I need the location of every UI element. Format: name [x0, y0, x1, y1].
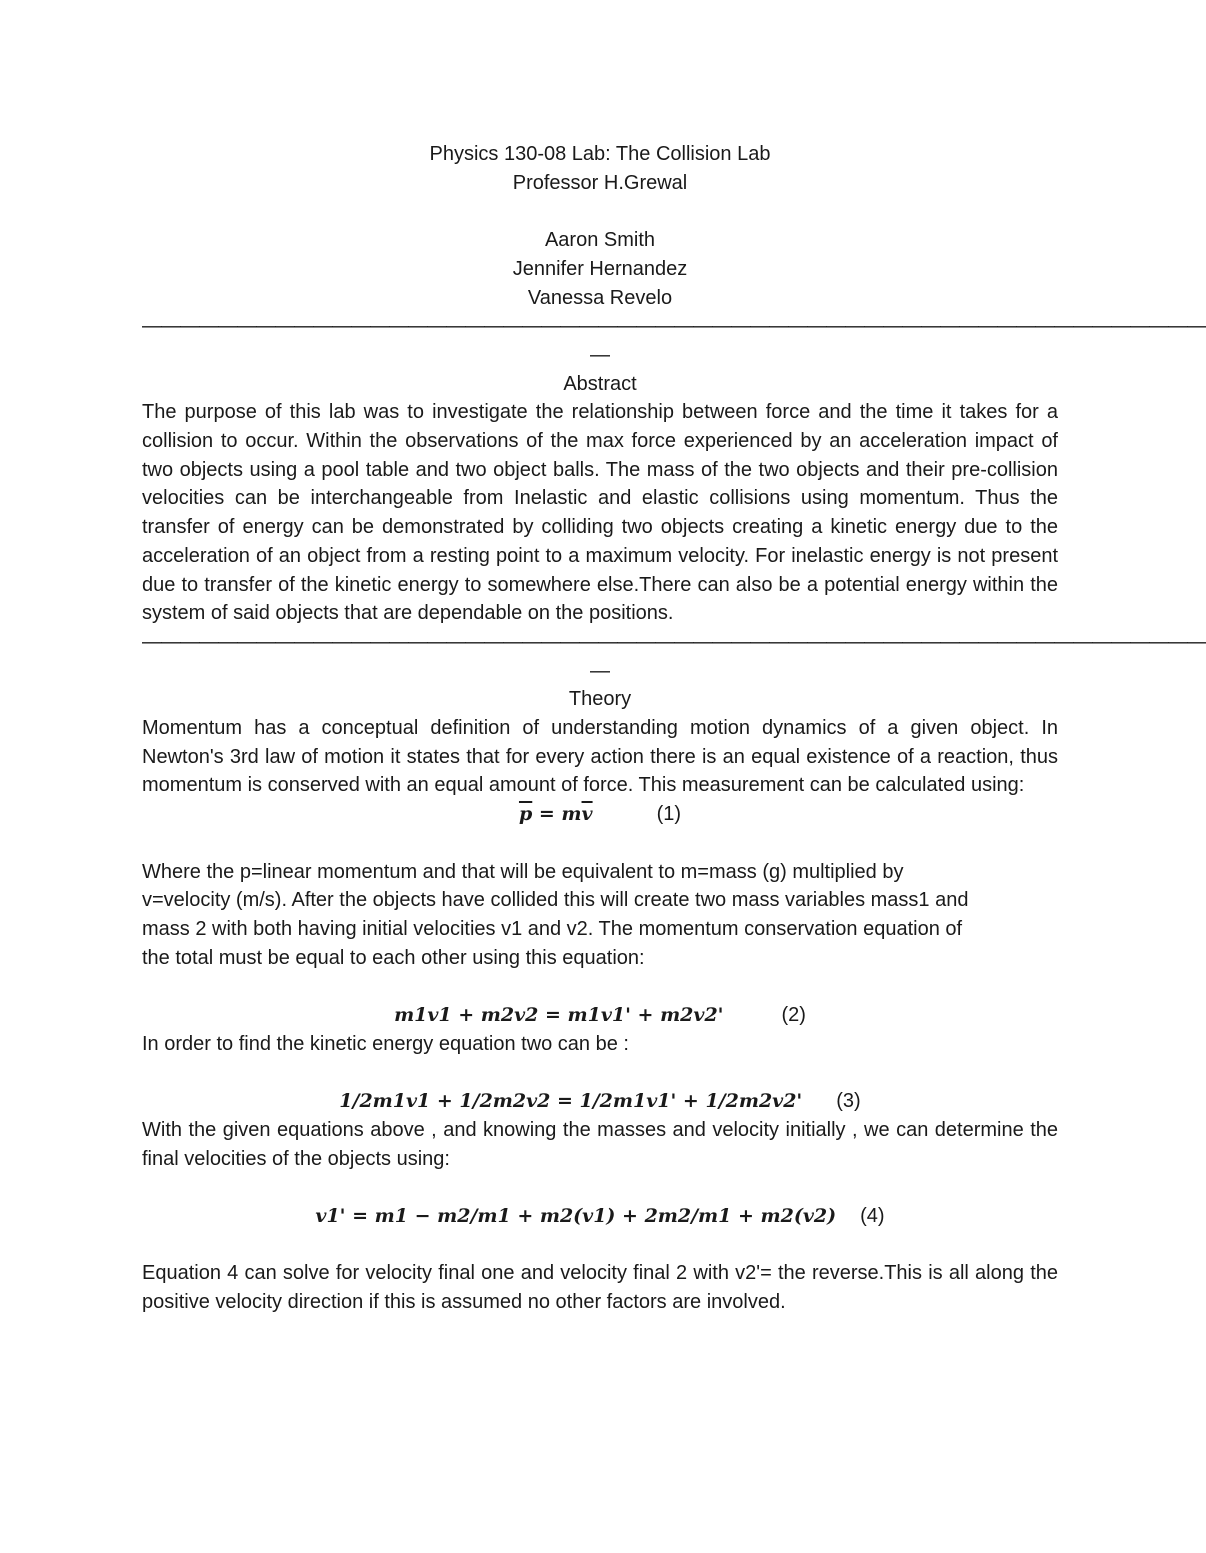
- author-name: Vanessa Revelo: [527, 286, 673, 309]
- paragraph-line: v=velocity (m/s). After the objects have collided this will create two mass variables mass1 and: [142, 889, 969, 912]
- professor-name: Professor H.Grewal: [512, 171, 688, 194]
- divider-line: ————————————————————————————————————————————————————————: [142, 315, 1206, 338]
- eq2-number: (2): [781, 1004, 806, 1027]
- equation-3: [142, 1087, 1058, 1116]
- eq1-number: (1): [656, 803, 682, 826]
- theory-paragraph-3: In order to find the kinetic energy equation two can be :: [142, 1032, 629, 1055]
- divider-tail: —: [590, 659, 610, 682]
- eq4-expression: v1' = m1 − m2/m1 + m2(v1) + 2m2/m1 + m2(v2): [315, 1204, 837, 1227]
- theory-paragraph-1: Momentum has a conceptual definition of understanding motion dynamics of a given object. In Newton's 3rd law of motion it states that for every action there is an equal existence of a reaction, thus momentum is conserved with an equal amount of force. This measurement can be calculated using:: [142, 717, 1058, 797]
- spacer: [142, 829, 1058, 858]
- eq3-expression: 1/2m1v1 + 1/2m2v2 = 1/2m1v1' + 1/2m2v2': [339, 1090, 803, 1113]
- document-page: [142, 140, 1206, 1317]
- eq1-mid: = m: [532, 803, 582, 826]
- equation-1: [142, 800, 1058, 829]
- spacer: [142, 1231, 1058, 1260]
- theory-paragraph-2: [142, 858, 1058, 973]
- spacer: [142, 972, 1058, 1001]
- abstract-text: The purpose of this lab was to investigate the relationship between force and the time it takes for a collision to occur. Within the observations of the max force experienced by an acceleration impact of two objects using a pool table and two object balls. The mass of the two objects and their pre-collision velocities can be interchangeable from Inelastic and elastic collisions using momentum. Thus the transfer of energy can be demonstrated by colliding two objects creating a kinetic energy due to the acceleration of an object from a resting point to a maximum velocity. For inelastic energy is not present due to transfer of the kinetic energy to somewhere else.There can also be a potential energy within the system of said objects that are dependable on the positions.: [142, 401, 1058, 625]
- theory-paragraph-4: With the given equations above , and knowing the masses and velocity initially , we can determine the final velocities of the objects using:: [142, 1118, 1058, 1170]
- equation-2: [142, 1001, 1058, 1030]
- divider-line: ————————————————————————————————————————————————————————: [142, 630, 1206, 653]
- eq4-number: (4): [860, 1204, 885, 1227]
- eq3-number: (3): [836, 1090, 861, 1113]
- eq2-expression: m1v1 + m2v2 = m1v1' + m2v2': [394, 1004, 724, 1027]
- spacer: [142, 1058, 1058, 1087]
- abstract-heading: Abstract: [563, 372, 637, 395]
- eq1-v: $\overline{v}$: [581, 803, 593, 826]
- paragraph-line: the total must be equal to each other using this equation:: [142, 946, 645, 969]
- author-name: Aaron Smith: [544, 229, 656, 252]
- theory-heading: Theory: [568, 688, 632, 711]
- paragraph-line: mass 2 with both having initial velocities v1 and v2. The momentum conservation equation of: [142, 917, 963, 940]
- author-name: Jennifer Hernandez: [512, 257, 688, 280]
- spacer: [142, 197, 1058, 226]
- theory-paragraph-5: Equation 4 can solve for velocity final one and velocity final 2 with v2'= the reverse.This is all along the positive velocity direction if this is assumed no other factors are involved.: [142, 1262, 1058, 1314]
- lab-title: Physics 130-08 Lab: The Collision Lab: [429, 143, 771, 165]
- spacer: [142, 1173, 1058, 1202]
- divider-tail: —: [590, 343, 610, 366]
- paragraph-line: Where the p=linear momentum and that will be equivalent to m=mass (g) multiplied by: [142, 860, 904, 883]
- eq1-p: $\overline{p}$: [518, 803, 533, 826]
- equation-4: [142, 1202, 1058, 1231]
